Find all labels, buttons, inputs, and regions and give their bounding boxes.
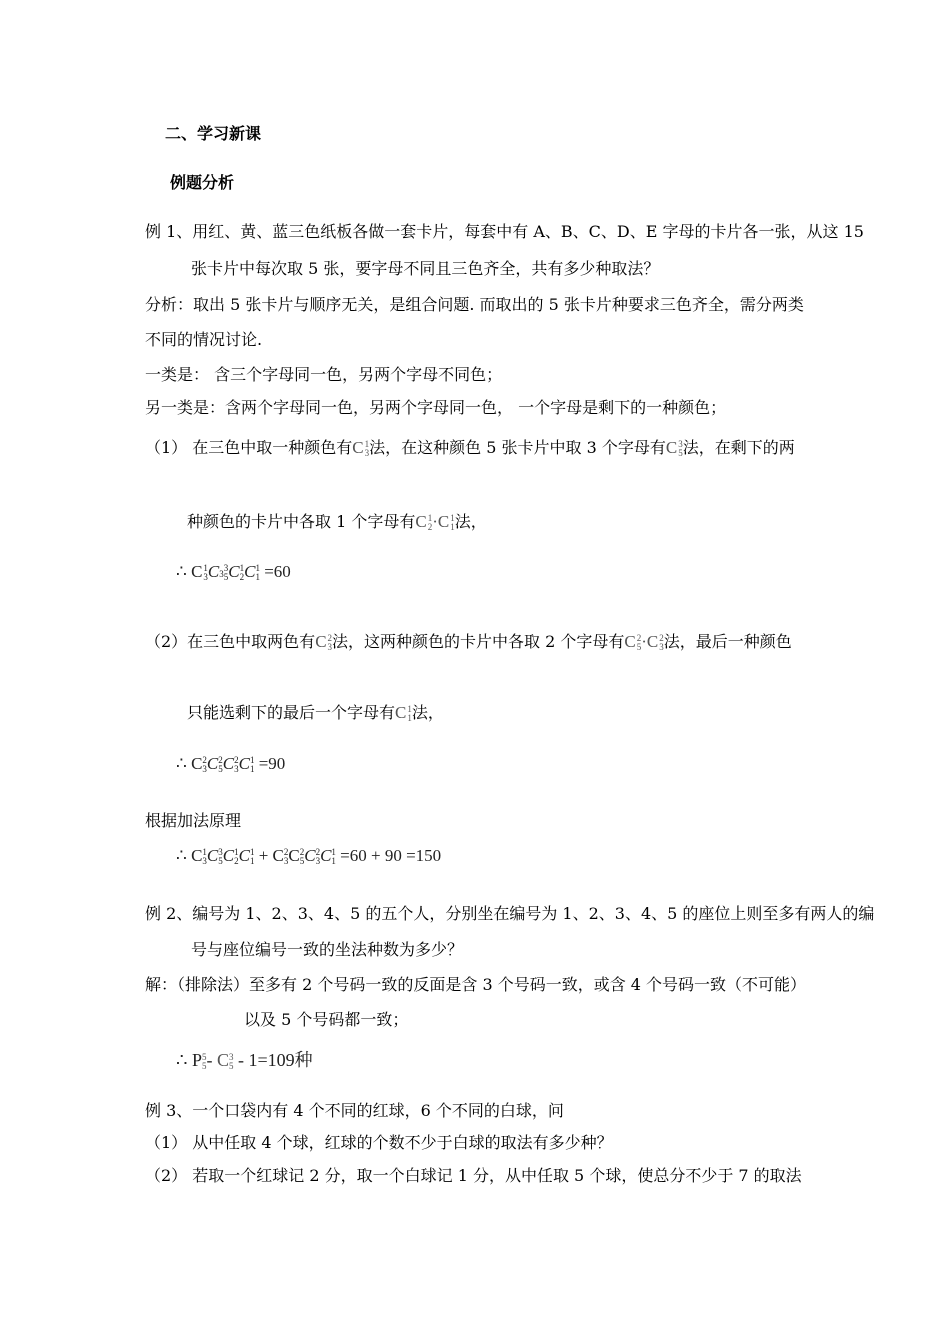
p2-a: （2）在三色中取两色有	[145, 632, 316, 651]
ex1-equation1: ∴ C 1 3 C3 3 5 C 1 2 C 1 1 =60	[176, 562, 291, 583]
ex1-part2-line1	[145, 632, 792, 652]
combination-c53: C 3 5	[665, 438, 683, 459]
eq2-result: =90	[258, 754, 286, 773]
ex2-sol2: 以及 5 个号码都一致；	[244, 1010, 409, 1029]
ex1-part1-line1	[145, 438, 795, 458]
ex2-sol1: 解：（排除法）至多有 2 个号码一致的反面是含 3 个号码一致，或含 4 个号码一致（不可能）	[145, 975, 807, 994]
ex1-case-b: 另一类是：含两个字母同一色，另两个字母同一色， 一个字母是剩下的一种颜色；	[145, 398, 727, 417]
combination-c52-c32: C 2 5 ·C 2 3	[624, 632, 664, 653]
ex2-line1: 例 2、编号为 1、2、3、4、5 的五个人，分别坐在编号为 1、2、3、4、5 的座位上则至多有两人的编	[145, 904, 875, 923]
ex3-q2: （2） 若取一个红球记 2 分，取一个白球记 1 分，从中任取 5 个球，使总分不少于 7 的取法	[145, 1166, 802, 1185]
ex1-part1-line2	[187, 512, 487, 532]
p1-a: （1） 在三色中取一种颜色有	[145, 438, 353, 457]
combination-c31: C 1 3	[352, 438, 370, 459]
ex2-equation: ∴ P 5 5 - C 3 5 - 1=109种	[176, 1050, 313, 1071]
combination-c21-c11: C 1 2 ·C 1 1	[415, 512, 455, 533]
ex2-line2: 号与座位编号一致的坐法种数为多少？	[191, 940, 464, 959]
p2-c: 法，最后一种颜色	[663, 632, 792, 651]
ex1-equation3: ∴ C 1 3 C 3 5 C 1 2 C 1 1 + C 2 3 C 2 5 C 2 3 C 1 1 =60 + 90 =150	[176, 846, 442, 867]
ex1-analysis2: 不同的情况讨论.	[145, 330, 263, 349]
combination-c11: C 1 1	[395, 703, 412, 724]
ex2-eq-tail: - 1=109种	[237, 1050, 313, 1070]
ex1-case-a: 一类是： 含三个字母同一色，另两个字母不同色；	[145, 365, 503, 384]
p2-b: 法，这两种颜色的卡片中各取 2 个字母有	[332, 632, 625, 651]
p1-b: 法，在这种颜色 5 张卡片中取 3 个字母有	[369, 438, 666, 457]
p2-e: 法，	[411, 703, 444, 722]
ex1-principle: 根据加法原理	[145, 811, 242, 830]
eq3-result: =60 + 90 =150	[340, 846, 442, 865]
ex1-part2-line2	[187, 703, 444, 723]
p1-c: 法，在剩下的两	[682, 438, 795, 457]
ex1-line2: 张卡片中每次取 5 张，要字母不同且三色齐全，共有多少种取法？	[191, 259, 660, 278]
section-heading: 二、学习新课	[165, 124, 262, 143]
p1-d: 种颜色的卡片中各取 1 个字母有	[187, 512, 416, 531]
eq1-result: =60	[264, 562, 291, 581]
ex1-analysis1: 分析：取出 5 张卡片与顺序无关，是组合问题. 而取出的 5 张卡片种要求三色齐全，需分两类	[145, 295, 804, 314]
combination-c32: C 2 3	[315, 632, 333, 653]
p2-d: 只能选剩下的最后一个字母有	[187, 703, 396, 722]
ex3-line1: 例 3、一个口袋内有 4 个不同的红球，6 个不同的白球，问	[145, 1101, 564, 1120]
ex1-equation2: ∴ C 2 3 C 2 5 C 2 3 C 1 1 =90	[176, 754, 286, 775]
ex1-line1: 例 1、用红、黄、蓝三色纸板各做一套卡片，每套中有 A、B、C、D、E 字母的卡片各一张，从这 15	[145, 222, 864, 241]
ex3-q1: （1） 从中任取 4 个球，红球的个数不少于白球的取法有多少种？	[145, 1133, 613, 1152]
p1-e: 法，	[454, 512, 487, 531]
sub-heading: 例题分析	[170, 173, 235, 192]
